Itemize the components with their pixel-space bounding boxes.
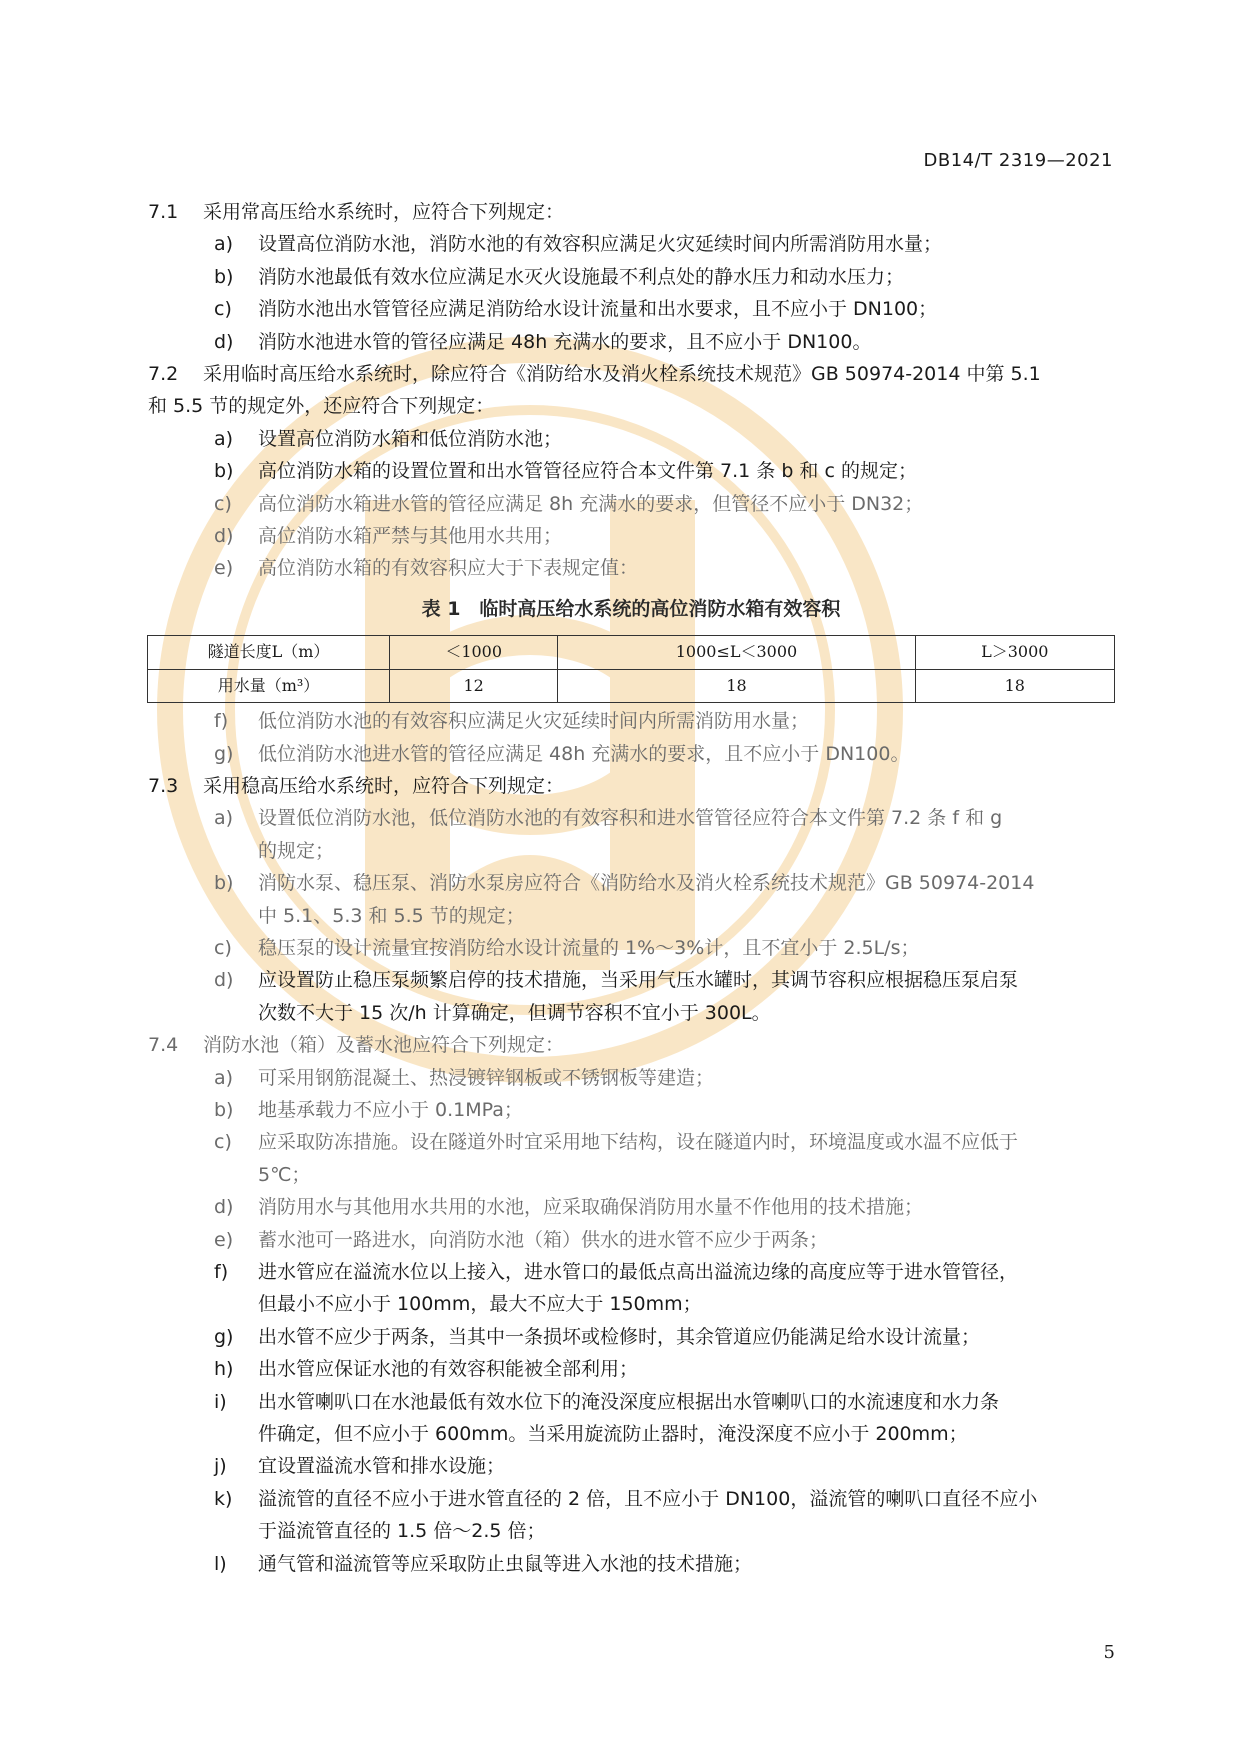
item-text: 高位消防水箱严禁与其他用水共用； bbox=[258, 525, 563, 548]
section-title: 采用临时高压给水系统时，除应符合《消防给水及消火栓系统技术规范》GB 50974-2014 中第 5.1 bbox=[203, 363, 1041, 386]
item-text: 消防水池进水管的管径应满足 48h 充满水的要求，且不应小于 DN100。 bbox=[258, 330, 872, 353]
item-label: c) bbox=[214, 492, 232, 515]
list-item bbox=[148, 455, 1114, 487]
table-cell: 用水量（m³） bbox=[148, 669, 390, 702]
section-number: 7.4 bbox=[148, 1034, 179, 1057]
item-label: a) bbox=[214, 427, 234, 450]
list-item bbox=[148, 738, 1114, 770]
section-title: 采用稳高压给水系统时，应符合下列规定： bbox=[203, 774, 565, 797]
item-label: d) bbox=[214, 525, 234, 548]
list-item bbox=[148, 1126, 1114, 1158]
section-title-continued: 和 5.5 节的规定外，还应符合下列规定： bbox=[148, 395, 495, 418]
list-item bbox=[148, 1094, 1114, 1126]
list-item bbox=[148, 932, 1114, 964]
list-item bbox=[148, 552, 1114, 584]
item-label: a) bbox=[214, 233, 234, 256]
item-label: c) bbox=[214, 936, 232, 959]
item-text: 设置低位消防水池，低位消防水池的有效容积和进水管管径应符合本文件第 7.2 条 f 和 g bbox=[258, 807, 1003, 830]
list-item bbox=[148, 1483, 1114, 1515]
item-label: g) bbox=[214, 742, 234, 765]
section-title: 消防水池（箱）及蓄水池应符合下列规定： bbox=[203, 1034, 565, 1057]
page-content bbox=[148, 196, 1114, 1580]
section-7-2-heading bbox=[148, 358, 1114, 390]
list-item bbox=[148, 423, 1114, 455]
item-text: 进水管应在溢流水位以上接入，进水管口的最低点高出溢流边缘的高度应等于进水管管径， bbox=[258, 1261, 1019, 1283]
item-label: d) bbox=[214, 1196, 234, 1219]
item-label: a) bbox=[214, 1066, 234, 1089]
item-label: b) bbox=[214, 872, 234, 895]
table-cell: 1000≤L＜3000 bbox=[558, 636, 915, 669]
list-item-continued: 次数不大于 15 次/h 计算确定，但调节容积不宜小于 300L。 bbox=[258, 1001, 771, 1024]
item-label: l) bbox=[214, 1552, 227, 1575]
item-label: c) bbox=[214, 298, 232, 321]
item-text: 宜设置溢流水管和排水设施； bbox=[258, 1455, 506, 1478]
item-text: 高位消防水箱的设置位置和出水管管径应符合本文件第 7.1 条 b 和 c 的规定； bbox=[258, 460, 917, 483]
section-number: 7.2 bbox=[148, 363, 179, 386]
item-text: 通气管和溢流管等应采取防止虫鼠等进入水池的技术措施； bbox=[258, 1552, 753, 1575]
item-label: h) bbox=[214, 1358, 234, 1381]
table-row bbox=[148, 669, 1115, 702]
table-cell: 18 bbox=[915, 669, 1114, 702]
table-header-row bbox=[148, 636, 1115, 669]
item-text: 消防水泵、稳压泵、消防水泵房应符合《消防给水及消火栓系统技术规范》GB 50974-2014 bbox=[258, 872, 1035, 895]
list-item bbox=[148, 1353, 1114, 1385]
list-item bbox=[148, 1191, 1114, 1223]
item-label: i) bbox=[214, 1390, 227, 1413]
item-label: b) bbox=[214, 460, 234, 483]
item-text: 设置高位消防水池，消防水池的有效容积应满足火灾延续时间内所需消防用水量； bbox=[258, 233, 943, 256]
section-7-3-heading bbox=[148, 770, 1114, 802]
item-label: a) bbox=[214, 807, 234, 830]
section-7-1-heading bbox=[148, 196, 1114, 228]
section-number: 7.1 bbox=[148, 201, 179, 223]
table-cell: 隧道长度L（m） bbox=[148, 636, 390, 669]
item-label: e) bbox=[214, 1228, 234, 1251]
item-label: d) bbox=[214, 330, 234, 353]
water-tank-volume-table bbox=[147, 635, 1115, 703]
table-cell: L＞3000 bbox=[915, 636, 1114, 669]
list-item bbox=[148, 261, 1114, 293]
list-item bbox=[148, 1386, 1114, 1418]
list-item bbox=[148, 326, 1114, 358]
item-text: 消防水池最低有效水位应满足水灭火设施最不利点处的静水压力和动水压力； bbox=[258, 265, 905, 288]
item-text: 应采取防冻措施。设在隧道外时宜采用地下结构，设在隧道内时，环境温度或水温不应低于 bbox=[258, 1131, 1019, 1154]
list-item bbox=[148, 520, 1114, 552]
list-item bbox=[148, 1256, 1114, 1288]
item-label: e) bbox=[214, 557, 234, 580]
table-cell: ＜1000 bbox=[390, 636, 558, 669]
list-item-continued: 件确定，但不应小于 600mm。当采用旋流防止器时，淹没深度不应小于 200mm； bbox=[258, 1423, 968, 1446]
page-number: 5 bbox=[1103, 1642, 1115, 1663]
item-text: 蓄水池可一路进水，向消防水池（箱）供水的进水管不应少于两条； bbox=[258, 1228, 829, 1251]
item-text: 应设置防止稳压泵频繁启停的技术措施，当采用气压水罐时，其调节容积应根据稳压泵启泵 bbox=[258, 969, 1019, 992]
list-item bbox=[148, 1321, 1114, 1353]
item-text: 消防水池出水管管径应满足消防给水设计流量和出水要求，且不应小于 DN100； bbox=[258, 298, 938, 321]
item-label: b) bbox=[214, 265, 234, 288]
item-label: f) bbox=[214, 710, 229, 733]
item-text: 低位消防水池的有效容积应满足火灾延续时间内所需消防用水量； bbox=[258, 710, 810, 733]
section-7-4-heading bbox=[148, 1029, 1114, 1061]
section-number: 7.3 bbox=[148, 774, 179, 797]
list-item-continued: 的规定； bbox=[258, 839, 335, 862]
list-item bbox=[148, 228, 1114, 260]
list-item-continued: 于溢流管直径的 1.5 倍～2.5 倍； bbox=[258, 1520, 546, 1543]
list-item bbox=[148, 964, 1114, 996]
item-text: 可采用钢筋混凝土、热浸镀锌钢板或不锈钢板等建造； bbox=[258, 1066, 715, 1089]
item-label: g) bbox=[214, 1325, 234, 1348]
item-text: 地基承载力不应小于 0.1MPa； bbox=[258, 1098, 523, 1121]
item-label: b) bbox=[214, 1098, 234, 1121]
list-item-continued: 但最小不应小于 100mm，最大不应大于 150mm； bbox=[258, 1293, 702, 1316]
list-item bbox=[148, 802, 1114, 834]
list-item bbox=[148, 1450, 1114, 1482]
item-label: d) bbox=[214, 969, 234, 992]
item-text: 出水管应保证水池的有效容积能被全部利用； bbox=[258, 1358, 639, 1381]
table-caption: 表 1 临时高压给水系统的高位消防水箱有效容积 bbox=[421, 597, 841, 620]
list-item bbox=[148, 1548, 1114, 1580]
table-cell: 12 bbox=[390, 669, 558, 702]
table-cell: 18 bbox=[558, 669, 915, 702]
item-text: 出水管喇叭口在水池最低有效水位下的淹没深度应根据出水管喇叭口的水流速度和水力条 bbox=[258, 1390, 1000, 1413]
item-text: 低位消防水池进水管的管径应满足 48h 充满水的要求，且不应小于 DN100。 bbox=[258, 742, 910, 765]
section-title: 采用常高压给水系统时，应符合下列规定： bbox=[203, 201, 565, 223]
item-text: 溢流管的直径不应小于进水管直径的 2 倍，且不应小于 DN100，溢流管的喇叭口直径不应小 bbox=[258, 1487, 1038, 1510]
item-text: 稳压泵的设计流量宜按消防给水设计流量的 1%～3%计，且不宜小于 2.5L/s； bbox=[258, 936, 920, 959]
item-text: 设置高位消防水箱和低位消防水池； bbox=[258, 427, 563, 450]
list-item-continued: 中 5.1、5.3 和 5.5 节的规定； bbox=[258, 904, 525, 927]
list-item bbox=[148, 1224, 1114, 1256]
list-item bbox=[148, 1062, 1114, 1094]
list-item bbox=[148, 705, 1114, 737]
list-item bbox=[148, 867, 1114, 899]
item-text: 高位消防水箱的有效容积应大于下表规定值： bbox=[258, 557, 639, 580]
item-label: c) bbox=[214, 1131, 232, 1154]
list-item-continued: 5℃； bbox=[258, 1163, 311, 1186]
list-item bbox=[148, 488, 1114, 520]
item-text: 消防用水与其他用水共用的水池，应采取确保消防用水量不作他用的技术措施； bbox=[258, 1196, 924, 1219]
list-item bbox=[148, 293, 1114, 325]
item-label: f) bbox=[214, 1261, 229, 1283]
item-text: 出水管不应少于两条，当其中一条损坏或检修时，其余管道应仍能满足给水设计流量； bbox=[258, 1325, 981, 1348]
document-number: DB14/T 2319—2021 bbox=[923, 150, 1113, 171]
item-text: 高位消防水箱进水管的管径应满足 8h 充满水的要求，但管径不应小于 DN32； bbox=[258, 492, 924, 515]
item-label: j) bbox=[214, 1455, 227, 1478]
item-label: k) bbox=[214, 1487, 233, 1510]
